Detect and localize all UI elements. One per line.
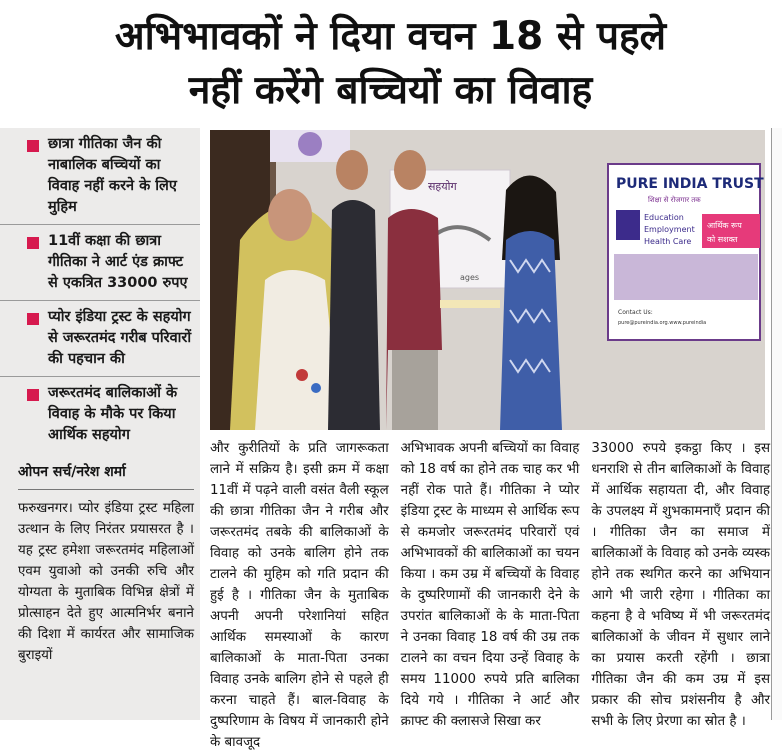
- byline: ओपन सर्च/नरेश शर्मा: [18, 456, 194, 490]
- article-intro-text: फरुखनगर। प्योर इंडिया ट्रस्ट महिला उत्थान के लिए निरंतर प्रयासरत है । यह ट्रस्ट हमेशा जरूरतमंद महिलाओं एवम युवाओ को उनकी रुचि और योग्यता के मुताबिक विभिन्न क्षेत्रों में प्रोत्साहन देते हुए आत्मनिर्भर बनाने की दिशा में कार्यरत और सामाजिक बुराइयों: [18, 501, 194, 663]
- highlight-item: [0, 128, 200, 225]
- highlight-text: 11वीं कक्षा की छात्रा गीतिका ने आर्ट एंड क्राफ्ट से एकत्रित 33000 रुपए: [48, 233, 188, 291]
- banner-line: Employment: [644, 225, 695, 234]
- square-bullet-icon: [27, 389, 39, 401]
- article-column-3: 33000 रुपये इकट्ठा किए । इस धनराशि से तीन बालिकाओं के विवाह में आर्थिक सहायता दी, और विवाह के उपलक्ष्य में शुभकामनाएँ प्रदान की । गीतिका जैन का समाज में बालिकाओं के विवाह को उनके व्यस्क होने तक स्थगित करने का अभियान आगे भी जारी रहेगा । गीतिका का कहना है वे भविष्य में भी जरूरतमंद बालिकाओं के जीवन में सुधार लाने का प्रयास करती रहेंगी । छात्रा गीतिका जैन की कम उम्र में इस प्रकार की सोच प्रशंसनीय है और सभी के लिए प्रेरणा का स्रोत है ।: [591, 441, 771, 729]
- banner-web: pure@pureindia.org.www.pureindia: [618, 320, 707, 326]
- banner-side-text-2: को सशक्त: [707, 235, 738, 244]
- headline: [0, 0, 781, 124]
- article-columns: [210, 438, 771, 750]
- photo-illustration: [210, 130, 765, 430]
- article-column-2: अभिभावक अपनी बच्चियों का विवाह को 18 वर्ष का होने तक चाह कर भी नहीं रोक पाते हैं। गीतिका ने प्योर इंडिया ट्रस्ट के माध्यम से आर्थिक रूप से कमजोर जरूरतमंद परिवारों एवं अभिभावकों की बालिकाओं का चयन किया । कम उम्र में बच्चियों के विवाह के दुष्परिणामों की जानकारी देने के उपरांत बालिकाओं के के माता-पिता ने उनका विवाह 18 वर्ष की उम्र तक टालने का वचन दिया उन्हें विवाह के समय 11000 रुपये प्रति बालिका दिये गये । गीतिका ने आर्ट और क्राफ्ट की क्लासजे सिखा कर: [400, 441, 580, 729]
- banner-tagline: शिक्षा से रोजगार तक: [648, 196, 701, 204]
- article-column-1: और कुरीतियों के प्रति जागरूकता लाने में सक्रिय है। इसी क्रम में कक्षा 11वीं में पढ़ने वाली वसंत वैली स्कूल की छात्रा गीतिका जैन ने गरीब और जरूरतमंद तबके की बालिकाओं के विवाह को उनके बालिग होने तक टालने की मुहिम को गति प्रदान की हुई है । गीतिका जैन के मुताबिक अपनी अपनी परेशानियां सहित आर्थिक समस्याओं के कारण बालिकाओं के माता-पिता उनका विवाह उनके बालिग होने से पहले ही करना चाहते हैं। बाल-विवाह के दुष्परिणाम के विषय में जानकारी होने के बावजूद: [210, 441, 389, 750]
- square-bullet-icon: [27, 313, 39, 325]
- square-bullet-icon: [27, 237, 39, 249]
- banner-contact: Contact Us:: [618, 309, 653, 316]
- poster-text: सहयोग: [428, 180, 457, 193]
- banner-line: Education: [644, 213, 684, 222]
- banner-title: PURE INDIA TRUST: [616, 176, 764, 192]
- banner-side-text: आर्थिक रूप: [707, 221, 742, 230]
- highlight-text: प्योर इंडिया ट्रस्ट के सहयोग से जरूरतमंद गरीब परिवारों की पहचान की: [48, 309, 192, 367]
- highlight-item: [0, 225, 200, 301]
- highlight-item: [0, 301, 200, 377]
- sidebar-highlights: [0, 128, 200, 720]
- news-photo: [210, 130, 765, 430]
- highlight-text: जरूरतमंद बालिकाओं के विवाह के मौके पर किया आर्थिक सहयोग: [48, 385, 178, 443]
- highlight-text: छात्रा गीतिका जैन की नाबालिक बच्चियों का विवाह नहीं करने के लिए मुहिम: [48, 136, 177, 215]
- headline-line-2: नहीं करेंगे बच्चियों का विवाह: [188, 68, 593, 113]
- highlight-item: [0, 377, 200, 452]
- square-bullet-icon: [27, 140, 39, 152]
- adjacent-article-edge: [771, 128, 782, 720]
- banner-line: Health Care: [644, 237, 692, 246]
- headline-line-1: अभिभावकों ने दिया वचन 18 से पहले: [114, 14, 667, 59]
- poster-small-text: ages: [460, 273, 480, 282]
